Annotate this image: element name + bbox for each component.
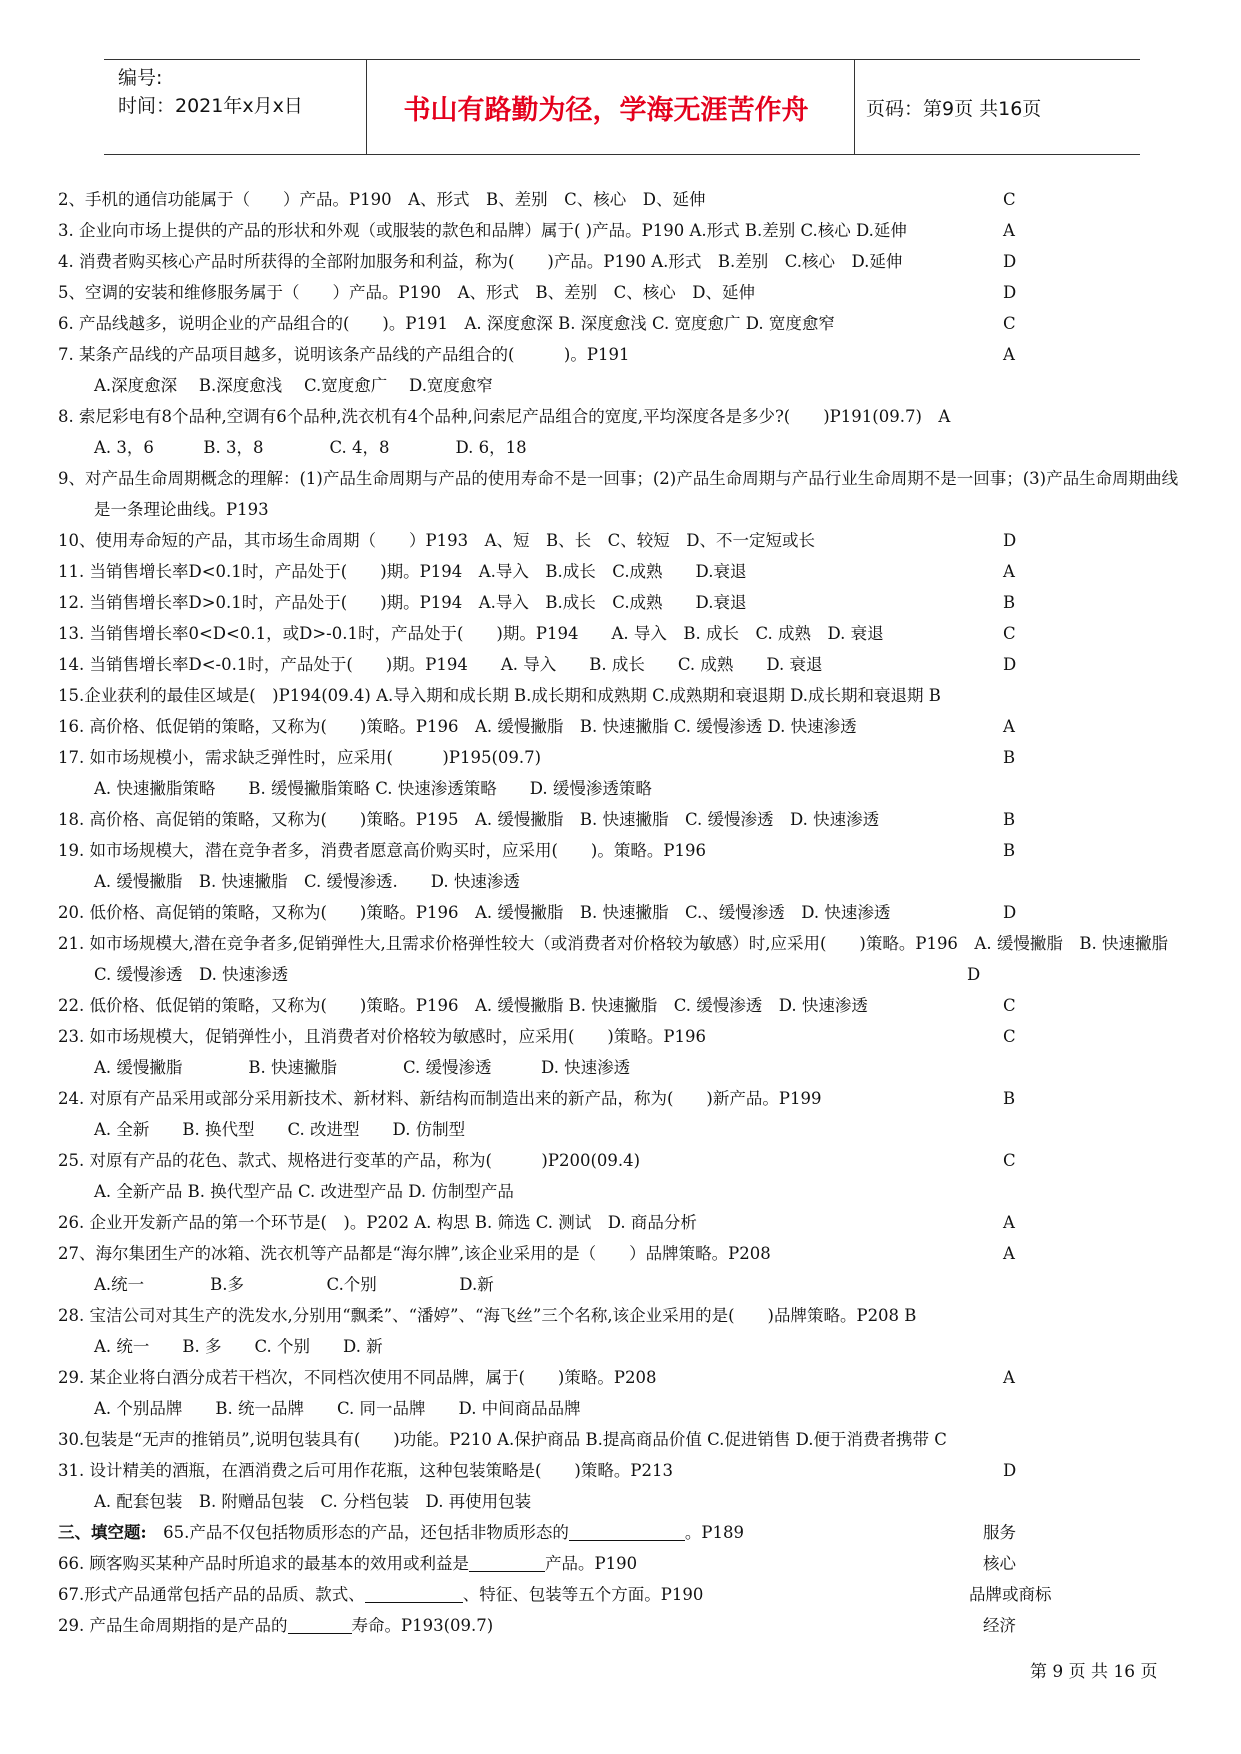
question-line — [58, 990, 1188, 1021]
question-line — [58, 711, 1188, 742]
question-text: 13. 当销售增长率0<D<0.1，或D>-0.1时，产品处于( )期。P194 A. 导入 B. 成长 C. 成熟 D. 衰退 — [58, 624, 884, 643]
question-line — [58, 246, 1188, 277]
question-line — [58, 897, 1188, 928]
answer-key: C — [1003, 190, 1016, 209]
section-title: 三、填空题: — [58, 1523, 147, 1542]
fill-blank-line — [58, 1579, 1188, 1610]
header-page-label: 页码：第9页 共16页 — [866, 98, 1042, 120]
answer-blank — [569, 1522, 685, 1541]
question-line — [58, 680, 1188, 711]
fill-question-text — [58, 1517, 744, 1548]
answer-blank — [288, 1615, 352, 1634]
question-text: 2、手机的通信功能属于（ ）产品。P190 A、形式 B、差别 C、核心 D、延伸 — [58, 190, 706, 209]
answer-key: A — [1003, 1368, 1015, 1387]
question-line: 21. 如市场规模大,潜在竞争者多,促销弹性大,且需求价格弹性较大（或消费者对价格较为敏感）时,应采用( )策略。P196 A. 缓慢撇脂 B. 快速撇脂 C. 缓慢渗透 D. 快速渗透 D — [58, 934, 1185, 984]
question-text: 16. 高价格、低促销的策略，又称为( )策略。P196 A. 缓慢撇脂 B. 快速撇脂 C. 缓慢渗透 D. 快速渗透 — [58, 717, 857, 736]
question-line — [58, 277, 1188, 308]
question-text: A. 全新产品 B. 换代型产品 C. 改进型产品 D. 仿制型产品 — [94, 1182, 514, 1201]
question-line — [58, 339, 1188, 370]
question-line — [58, 866, 1188, 897]
question-text: 20. 低价格、高促销的策略，又称为( )策略。P196 A. 缓慢撇脂 B. 快速撇脂 C.、缓慢渗透 D. 快速渗透 — [58, 903, 891, 922]
question-line — [58, 463, 1188, 525]
answer-key: C — [1003, 1151, 1016, 1170]
question-line — [58, 1393, 1188, 1424]
question-text: 12. 当销售增长率D>0.1时，产品处于( )期。P194 A.导入 B.成长 C.成熟 D.衰退 — [58, 593, 747, 612]
question-line — [58, 1362, 1188, 1393]
answer-key: C — [1003, 314, 1016, 333]
question-line — [58, 215, 1188, 246]
answer-key: A — [1003, 221, 1015, 240]
fill-question-text — [58, 1548, 637, 1579]
time-label: 时间：2021年x月x日 — [118, 95, 303, 117]
question-text: A. 快速撇脂策略 B. 缓慢撇脂策略 C. 快速渗透策略 D. 缓慢渗透策略 — [94, 779, 652, 798]
question-text: 11. 当销售增长率D<0.1时，产品处于( )期。P194 A.导入 B.成长 C.成熟 D.衰退 — [58, 562, 747, 581]
question-text: 8. 索尼彩电有8个品种,空调有6个品种,洗衣机有4个品种,问索尼产品组合的宽度,平均深度各是多少?( )P191(09.7) A — [58, 407, 951, 426]
answer-key: D — [1003, 283, 1017, 302]
answer-key: B — [1003, 1089, 1016, 1108]
question-text: 23. 如市场规模大，促销弹性小，且消费者对价格较为敏感时，应采用( )策略。P196 — [58, 1027, 706, 1046]
question-line — [58, 773, 1188, 804]
question-line — [58, 804, 1188, 835]
question-text: A. 个别品牌 B. 统一品牌 C. 同一品牌 D. 中间商品品牌 — [94, 1399, 581, 1418]
page-header — [104, 59, 1140, 155]
question-text: A.深度愈深 B.深度愈浅 C.宽度愈广 D.宽度愈窄 — [94, 376, 493, 395]
answer-key: 核心 — [983, 1554, 1016, 1573]
question-text: 29. 某企业将白酒分成若干档次，不同档次使用不同品牌，属于( )策略。P208 — [58, 1368, 657, 1387]
answer-key: C — [1003, 624, 1016, 643]
question-line — [58, 1145, 1188, 1176]
serial-label: 编号: — [118, 67, 163, 89]
question-text: A. 3，6 B. 3，8 C. 4，8 D. 6，18 — [94, 438, 527, 457]
fill-question-post: 寿命。P193(09.7) — [351, 1616, 494, 1635]
fill-question-post: 产品。P190 — [545, 1554, 638, 1573]
question-text: 4. 消费者购买核心产品时所获得的全部附加服务和利益，称为( )产品。P190 A.形式 B.差别 C.核心 D.延伸 — [58, 252, 903, 271]
answer-key: C — [1003, 1027, 1016, 1046]
question-text: 22. 低价格、低促销的策略，又称为( )策略。P196 A. 缓慢撇脂 B. 快速撇脂 C. 缓慢渗透 D. 快速渗透 — [58, 996, 868, 1015]
answer-key: 品牌或商标 — [969, 1585, 1052, 1604]
question-text: 30.包装是“无声的推销员”,说明包装具有( )功能。P210 A.保护商品 B.提高商品价值 C.促进销售 D.便于消费者携带 C — [58, 1430, 947, 1449]
question-line — [58, 1052, 1188, 1083]
question-text: 15.企业获利的最佳区域是( )P194(09.4) A.导入期和成长期 B.成长期和成熟期 C.成熟期和衰退期 D.成长期和衰退期 B — [58, 686, 941, 705]
question-line — [58, 1300, 1188, 1331]
question-line — [58, 1486, 1188, 1517]
question-line — [58, 308, 1188, 339]
page-footer: 第 9 页 共 16 页 — [1030, 1662, 1158, 1682]
answer-blank — [469, 1553, 545, 1572]
answer-key: B — [1003, 810, 1016, 829]
answer-key: C — [1003, 996, 1016, 1015]
question-line — [58, 1238, 1188, 1269]
question-text: 17. 如市场规模小，需求缺乏弹性时，应采用( )P195(09.7) — [58, 748, 542, 767]
fill-question-pre: 67.形式产品通常包括产品的品质、款式、 — [58, 1585, 365, 1604]
question-line — [58, 618, 1188, 649]
question-line — [58, 184, 1188, 215]
question-text: 9、对产品生命周期概念的理解：(1)产品生命周期与产品的使用寿命不是一回事；(2)产品生命周期与产品行业生命周期不是一回事；(3)产品生命周期曲线是一条理论曲线。P193 — [58, 469, 1179, 519]
answer-key: D — [1003, 1461, 1017, 1480]
question-text: 18. 高价格、高促销的策略，又称为( )策略。P195 A. 缓慢撇脂 B. 快速撇脂 C. 缓慢渗透 D. 快速渗透 — [58, 810, 880, 829]
fill-question-post: 。P189 — [684, 1523, 744, 1542]
question-line — [58, 1424, 1188, 1455]
answer-key: A — [1003, 562, 1015, 581]
answer-key: B — [1003, 593, 1016, 612]
fill-question-text — [58, 1579, 703, 1610]
question-line — [58, 1269, 1188, 1300]
answer-key: A — [1003, 345, 1015, 364]
question-text: 26. 企业开发新产品的第一个环节是( )。P202 A. 构思 B. 筛选 C. 测试 D. 商品分析 — [58, 1213, 697, 1232]
question-line — [58, 742, 1188, 773]
answer-key: B — [1003, 841, 1016, 860]
fill-question-pre: 29. 产品生命周期指的是产品的 — [58, 1616, 288, 1635]
question-line — [58, 1083, 1188, 1114]
answer-key: A — [1003, 1244, 1015, 1263]
question-text: 19. 如市场规模大，潜在竞争者多，消费者愿意高价购买时，应采用( )。策略。P196 — [58, 841, 706, 860]
question-line — [58, 1331, 1188, 1362]
fill-question-pre: 65.产品不仅包括物质形态的产品，还包括非物质形态的 — [163, 1523, 569, 1542]
fill-blank-line — [58, 1517, 1188, 1548]
question-text: 25. 对原有产品的花色、款式、规格进行变革的产品，称为( )P200(09.4) — [58, 1151, 641, 1170]
answer-key: 经济 — [983, 1616, 1016, 1635]
question-line — [58, 525, 1188, 556]
answer-key: 服务 — [983, 1523, 1016, 1542]
question-text: A. 缓慢撇脂 B. 快速撇脂 C. 缓慢渗透. D. 快速渗透 — [94, 872, 520, 891]
answer-key: D — [1003, 655, 1017, 674]
answer-blank — [365, 1584, 463, 1603]
question-text: 24. 对原有产品采用或部分采用新技术、新材料、新结构而制造出来的新产品，称为( )新产品。P199 — [58, 1089, 822, 1108]
answer-key: D — [1003, 531, 1017, 550]
question-line — [58, 1021, 1188, 1052]
answer-key: A — [1003, 1213, 1015, 1232]
question-text: 21. 如市场规模大,潜在竞争者多,促销弹性大,且需求价格弹性较大（或消费者对价格较为敏感）时,应采用( )策略。P196 A. 缓慢撇脂 B. 快速撇脂 C. 缓慢渗透 D. 快速渗透 — [58, 934, 1185, 984]
question-text: 14. 当销售增长率D<-0.1时，产品处于( )期。P194 A. 导入 B. 成长 C. 成熟 D. 衰退 — [58, 655, 823, 674]
question-line — [58, 401, 1188, 432]
question-text: 31. 设计精美的酒瓶，在酒消费之后可用作花瓶，这种包装策略是( )策略。P213 — [58, 1461, 673, 1480]
question-line — [58, 432, 1188, 463]
question-line — [58, 556, 1188, 587]
question-line — [58, 1114, 1188, 1145]
fill-blank-line — [58, 1610, 1188, 1641]
question-text: A. 全新 B. 换代型 C. 改进型 D. 仿制型 — [94, 1120, 466, 1139]
question-line — [58, 1176, 1188, 1207]
question-text: A. 缓慢撇脂 B. 快速撇脂 C. 缓慢渗透 D. 快速渗透 — [94, 1058, 631, 1077]
fill-question-pre: 66. 顾客购买某种产品时所追求的最基本的效用或利益是 — [58, 1554, 469, 1573]
answer-key: D — [1003, 903, 1017, 922]
question-line — [58, 649, 1188, 680]
question-line — [58, 835, 1188, 866]
question-line — [58, 370, 1188, 401]
question-text: 5、空调的安装和维修服务属于（ ）产品。P190 A、形式 B、差别 C、核心 D、延伸 — [58, 283, 755, 302]
question-line — [58, 1455, 1188, 1486]
question-text: 3. 企业向市场上提供的产品的形状和外观（或服装的款色和品牌）属于( )产品。P190 A.形式 B.差别 C.核心 D.延伸 — [58, 221, 907, 240]
answer-key: B — [1003, 748, 1016, 767]
header-motto: 书山有路勤为径，学海无涯苦作舟 — [403, 95, 809, 126]
question-line — [58, 1207, 1188, 1238]
question-text: A.统一 B.多 C.个别 D.新 — [94, 1275, 494, 1294]
answer-key: D — [1003, 252, 1017, 271]
question-text: 28. 宝洁公司对其生产的洗发水,分别用“飘柔”、“潘婷”、“海飞丝”三个名称,该企业采用的是( )品牌策略。P208 B — [58, 1306, 917, 1325]
answer-key: A — [1003, 717, 1015, 736]
question-text: 6. 产品线越多，说明企业的产品组合的( )。P191 A. 深度愈深 B. 深度愈浅 C. 宽度愈广 D. 宽度愈窄 — [58, 314, 835, 333]
fill-question-text — [58, 1610, 493, 1641]
header-divider — [854, 60, 855, 154]
question-text: A. 配套包装 B. 附赠品包装 C. 分档包装 D. 再使用包装 — [94, 1492, 532, 1511]
question-text: 7. 某条产品线的产品项目越多，说明该条产品线的产品组合的( )。P191 — [58, 345, 630, 364]
question-text: 27、海尔集团生产的冰箱、洗衣机等产品都是“海尔牌”,该企业采用的是（ ）品牌策略。P208 — [58, 1244, 771, 1263]
question-line — [58, 587, 1188, 618]
fill-question-post: 、特征、包装等五个方面。P190 — [462, 1585, 704, 1604]
question-text: A. 统一 B. 多 C. 个别 D. 新 — [94, 1337, 383, 1356]
fill-blank-line — [58, 1548, 1188, 1579]
question-list — [58, 184, 1188, 1641]
question-text: 10、使用寿命短的产品，其市场生命周期（ ）P193 A、短 B、长 C、较短 D、不一定短或长 — [58, 531, 815, 550]
